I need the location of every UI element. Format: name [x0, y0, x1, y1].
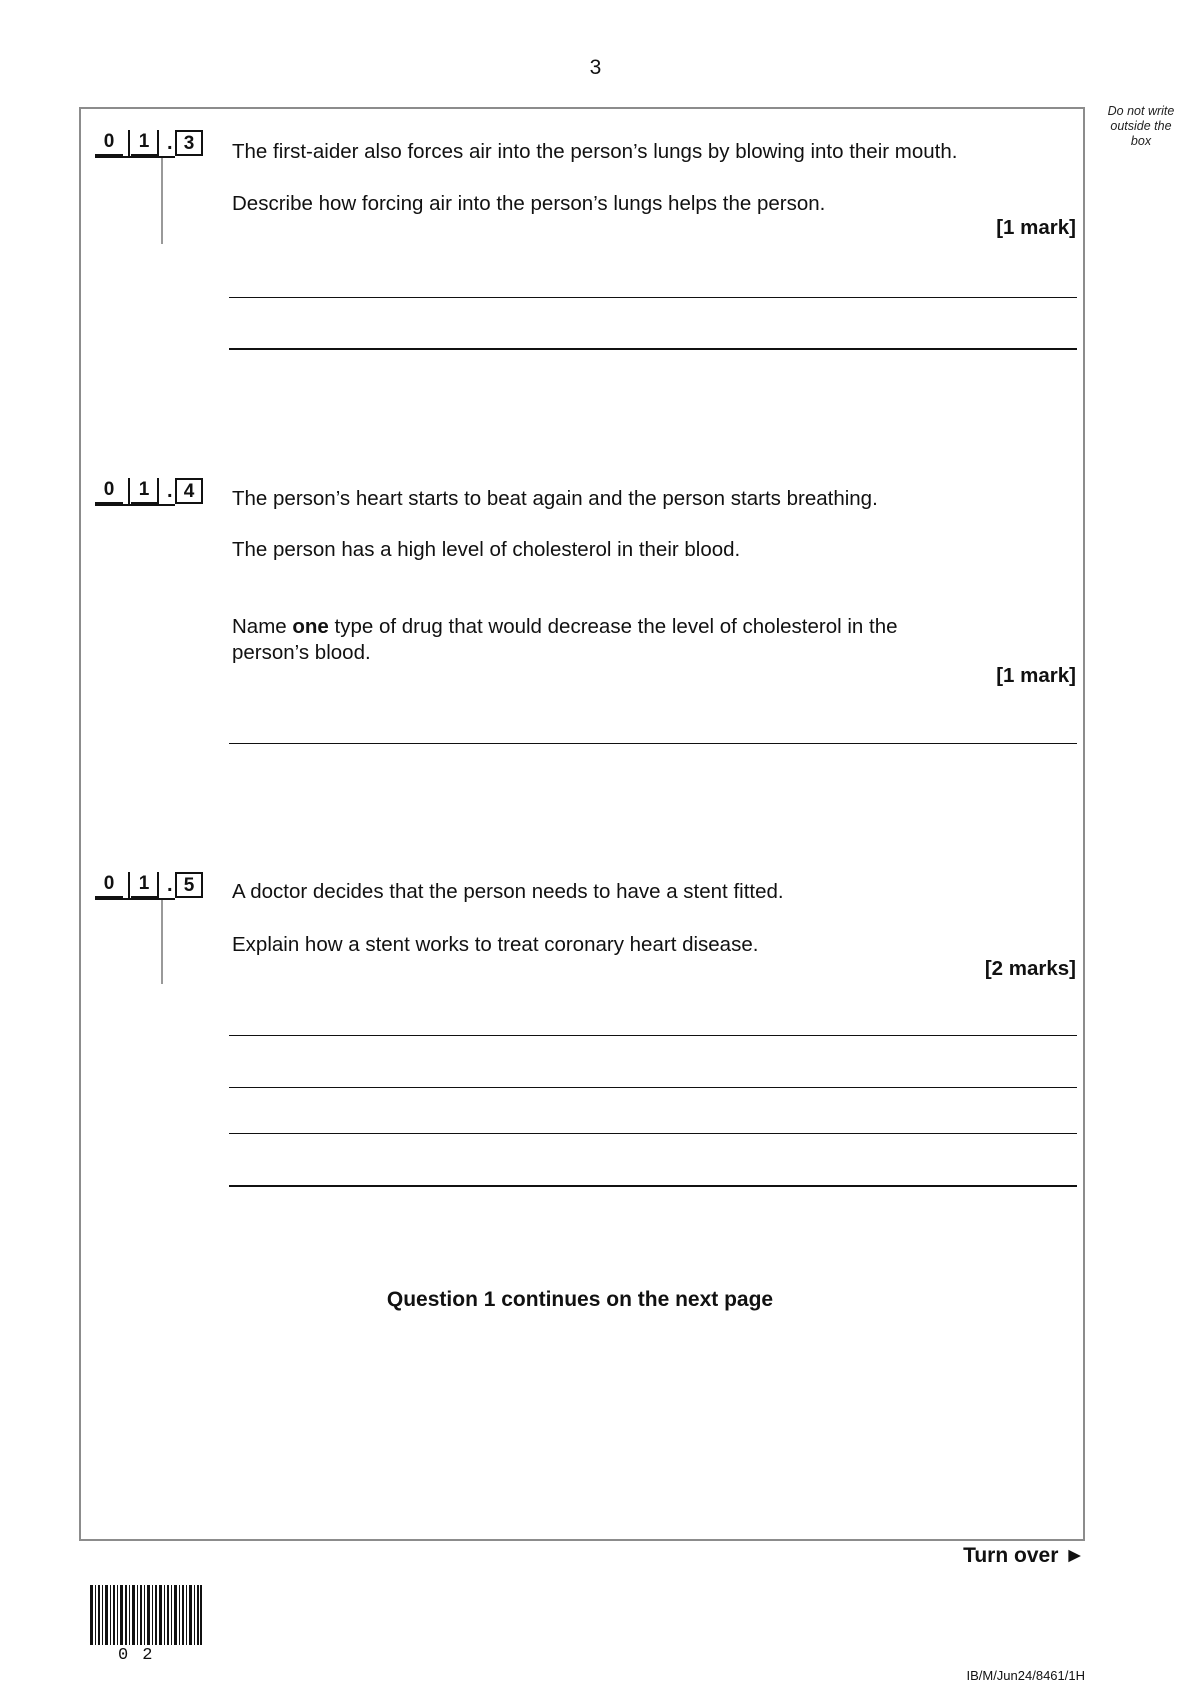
margin-note-line: Do not write — [1107, 104, 1175, 118]
question-part: 4 — [175, 478, 203, 504]
answer-line[interactable] — [229, 1185, 1077, 1187]
margin-note-line: box — [1130, 134, 1152, 148]
continues-notice: Question 1 continues on the next page — [386, 1288, 774, 1311]
question-number-01-5: 0 1 . 5 — [95, 872, 215, 912]
page-number: 3 — [589, 56, 602, 79]
question-part: 5 — [175, 872, 203, 898]
question-instruction — [232, 614, 1052, 666]
prompt-text: Name — [232, 615, 293, 638]
margin-note-line: outside the — [1110, 119, 1172, 133]
question-instruction: Describe how forcing air into the person’s lungs helps the person. — [232, 192, 826, 215]
prompt-emphasis: one — [292, 615, 329, 638]
marks-label: [1 mark] — [996, 216, 1076, 239]
barcode-icon — [90, 1585, 202, 1645]
answer-line[interactable] — [229, 297, 1077, 298]
question-number-01-4: 0 1 . 4 — [95, 478, 215, 518]
question-text: The person has a high level of cholesterol in their blood. — [232, 538, 741, 561]
marks-label: [2 marks] — [984, 957, 1076, 980]
prompt-text: type of drug that would decrease the level of cholesterol in the — [328, 615, 898, 638]
question-text: A doctor decides that the person needs to have a stent fitted. — [232, 880, 784, 903]
question-part: 3 — [175, 130, 203, 156]
question-digit: 1 — [131, 872, 159, 898]
question-text: The person’s heart starts to beat again and the person starts breathing. — [232, 487, 878, 510]
question-bracket — [161, 158, 163, 244]
question-bracket — [161, 900, 163, 984]
answer-line[interactable] — [229, 743, 1077, 744]
answer-frame — [79, 107, 1085, 1541]
question-digit: 0 — [95, 478, 123, 504]
answer-line[interactable] — [229, 348, 1077, 350]
question-digit: 1 — [131, 478, 159, 504]
question-text: The first-aider also forces air into the person’s lungs by blowing into their mouth. — [232, 140, 958, 163]
prompt-text: person’s blood. — [232, 641, 371, 664]
answer-line[interactable] — [229, 1133, 1077, 1134]
turn-over-label: Turn over ► — [963, 1544, 1085, 1567]
barcode-digits: 02 — [118, 1646, 167, 1665]
answer-line[interactable] — [229, 1087, 1077, 1088]
margin-note — [1098, 104, 1184, 149]
reference-code: IB/M/Jun24/8461/1H — [966, 1668, 1085, 1683]
question-instruction: Explain how a stent works to treat coronary heart disease. — [232, 933, 759, 956]
question-digit: 1 — [131, 130, 159, 156]
question-digit: 0 — [95, 872, 123, 898]
question-digit: 0 — [95, 130, 123, 156]
marks-label: [1 mark] — [996, 664, 1076, 687]
answer-line[interactable] — [229, 1035, 1077, 1036]
question-number-01-3: 0 1 . 3 — [95, 130, 215, 170]
